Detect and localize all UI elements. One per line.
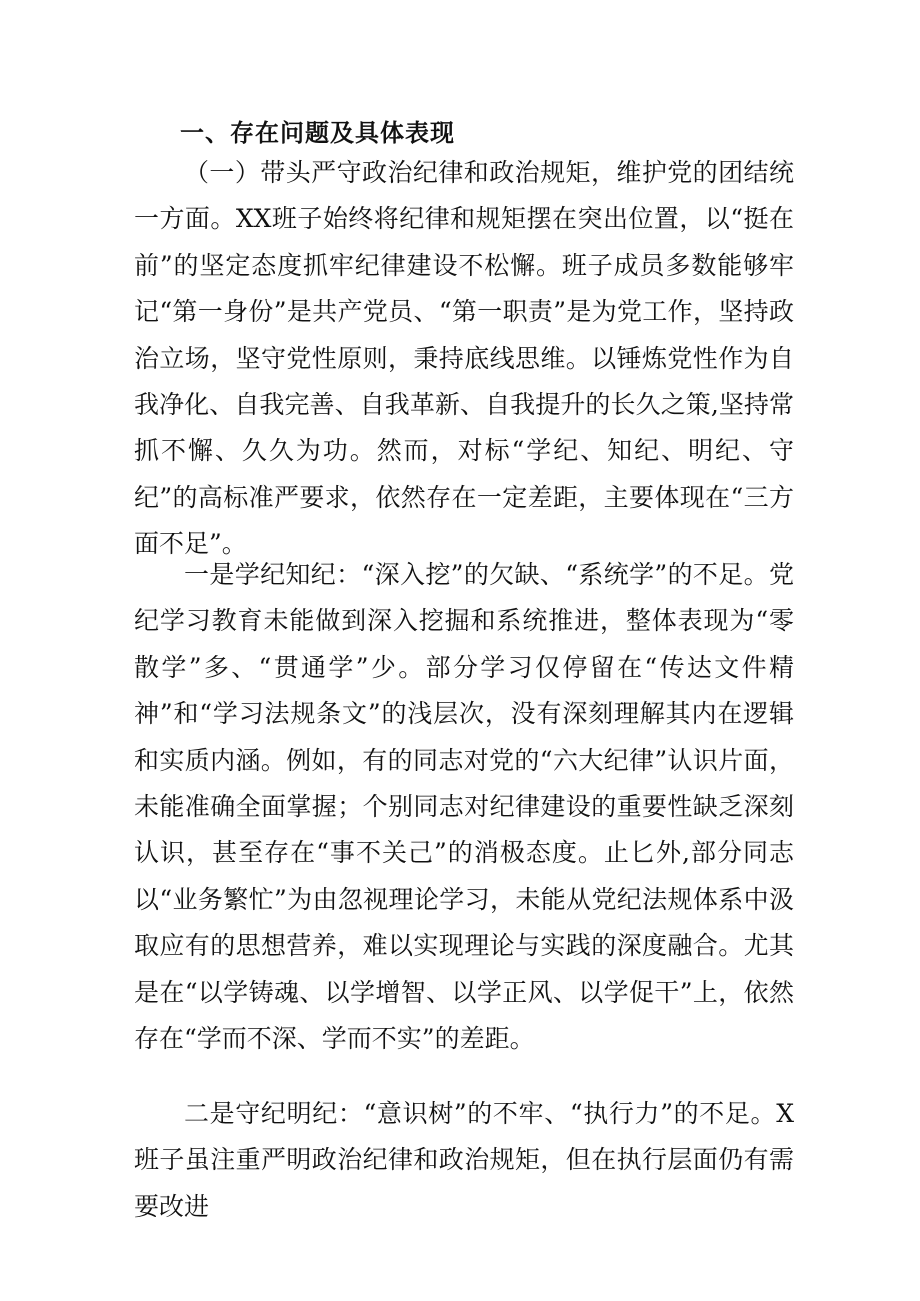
paragraph-2: 一是学纪知纪：“深入挖”的欠缺、“系统学”的不足。党纪学习教育未能做到深入挖掘和系统推进，整体表现为“零散学”多、“贯通学”少。部分学习仅停留在“传达文件精神”和“学习法规条文”的浅层次，没有深刻理解其内在逻辑和实质内涵。例如，有的同志对党的“六大纪律”认识片面，未能准确全面掌握；个别同志对纪律建设的重要性缺乏深刻认识，甚至存在“事不关己”的消极态度。止匕外,部分同志以“业务繁忙”为由忽视理论学习，未能从党纪法规体系中汲取应有的思想营养，难以实现理论与实践的深度融合。尤其是在“以学铸魂、以学增智、以学正风、以学促干”上，依然存在“学而不深、学而不实”的差距。 [134,560,794,1054]
paragraph-1: （一）带头严守政治纪律和政治规矩，维护党的团结统一方面。XX班子始终将纪律和规矩摆在突出位置，以“挺在前”的坚定态度抓牢纪律建设不松懈。班子成员多数能够牢记“第一身份”是共产党员、“第一职责”是为党工作，坚持政治立场，坚守党性原则，秉持底线思维。以锤炼党性作为自我净化、自我完善、自我革新、自我提升的长久之策,坚持常抓不懈、久久为功。然而，对标“学纪、知纪、明纪、守纪”的高标准严要求，依然存在一定差距，主要体现在“三方面不足”。 [134,158,794,559]
paragraph-3: 二是守纪明纪：“意识树”的不牢、“执行力”的不足。X班子虽注重严明政治纪律和政治规矩，但在执行层面仍有需要改进 [134,1099,794,1221]
section-heading: 一、存在问题及具体表现 [180,118,455,147]
